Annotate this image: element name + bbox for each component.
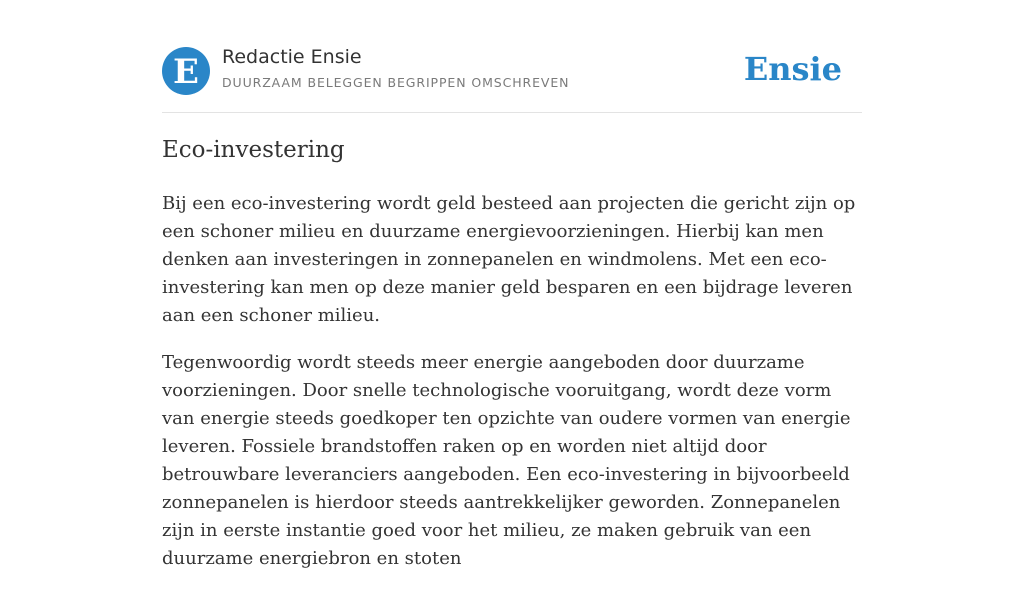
article-paragraph: Tegenwoordig wordt steeds meer energie aangeboden door duurzame voorzieningen. Door snelle technologische vooruitgang, wordt deze vorm van energie steeds goedkoper ten opzichte van oudere vormen van energie leveren. Fossiele brandstoffen raken op en worden niet altijd door betrouwbare leveranciers aangeboden. Een eco-investering in bijvoorbeeld zonnepanelen is hierdoor steeds aantrekkelijker geworden. Zonnepanelen zijn in eerste instantie goed voor het milieu, ze maken gebruik van een duurzame energiebron en stoten bbox=[162, 352, 851, 569]
article-header bbox=[162, 0, 862, 113]
collection-subtitle[interactable]: DUURZAAM BELEGGEN BEGRIPPEN OMSCHREVEN bbox=[222, 75, 570, 90]
avatar[interactable] bbox=[162, 47, 210, 95]
author-name[interactable]: Redactie Ensie bbox=[222, 46, 362, 68]
article-title: Eco-investering bbox=[162, 137, 345, 163]
brand-logo[interactable]: Ensie bbox=[743, 50, 842, 88]
avatar-letter: E bbox=[173, 51, 199, 92]
article-paragraph: Bij een eco-investering wordt geld besteed aan projecten die gericht zijn op een schoner milieu en duurzame energievoorzieningen. Hierbij kan men denken aan investeringen in zonnepanelen en windmolens. Met een eco-investering kan men op deze manier geld besparen en een bijdrage leveren aan een schoner milieu. bbox=[162, 193, 856, 326]
article-body bbox=[162, 190, 862, 592]
article-card bbox=[162, 0, 862, 569]
